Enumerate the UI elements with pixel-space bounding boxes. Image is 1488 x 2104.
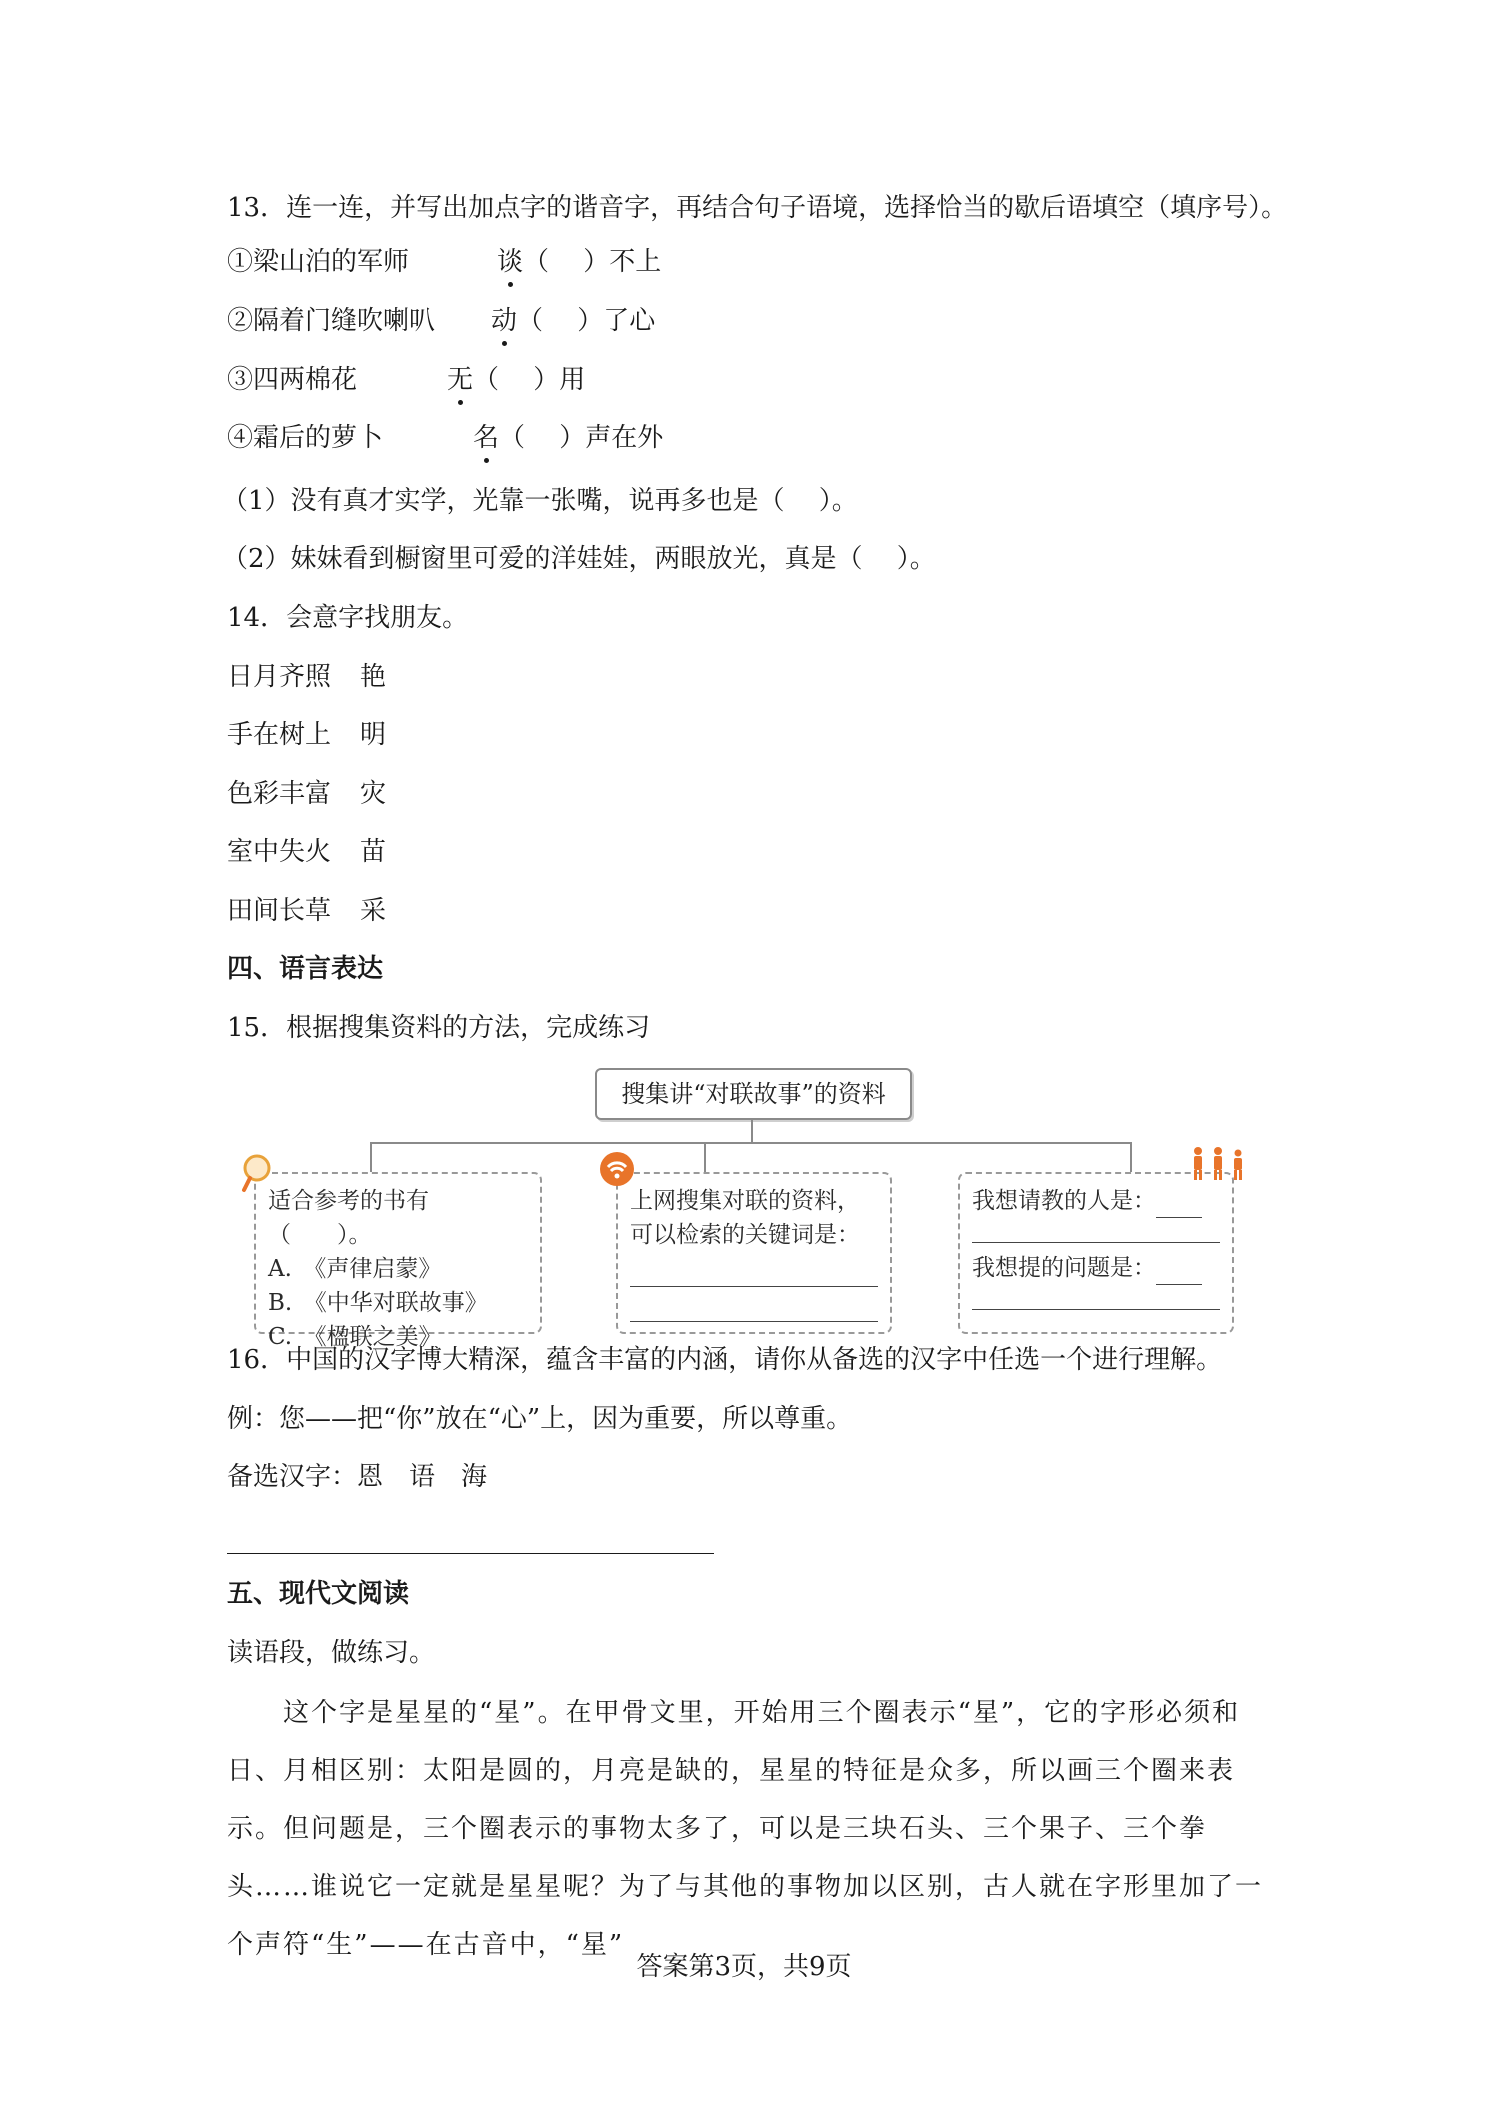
q16-example: 例：您——把“你”放在“心”上，因为重要，所以尊重。 bbox=[227, 1404, 853, 1434]
wifi-icon bbox=[598, 1150, 636, 1188]
ask-question-row bbox=[972, 1251, 1220, 1285]
q13-left-item-4: ④霜后的萝卜 bbox=[227, 423, 384, 453]
ask-question-label: 我想提的问题是： bbox=[972, 1255, 1156, 1281]
book-option-a[interactable]: A. 《声律启蒙》 bbox=[268, 1256, 442, 1282]
right-item-text: （ ）用 bbox=[473, 365, 586, 395]
internet-box bbox=[616, 1172, 892, 1334]
connector-line bbox=[751, 1118, 753, 1142]
diagram-title-box: 搜集讲“对联故事”的资料 bbox=[595, 1068, 912, 1120]
q14-char-2[interactable]: 明 bbox=[360, 720, 387, 750]
q16-choices: 备选汉字：恩 语 海 bbox=[227, 1462, 488, 1492]
reading-passage: 这个字是星星的“星”。在甲骨文里，开始用三个圈表示“星”，它的字形必须和日、月相区别：太阳是圆的，月亮是缺的，星星的特征是众多，所以画三个圈来表示。但问题是，三个圈表示的事物太多了，可以是三块石头、三个果子、三个拳头……谁说它一定就是星星呢？为了与其他的事物加以区别，古人就在字形里加了一个声符“生”——在古音中，“星” bbox=[227, 1698, 1264, 1960]
q14-phrase-4: 室中失火 bbox=[227, 837, 332, 867]
right-item-text: （ ）了心 bbox=[517, 306, 656, 336]
reading-instruction: 读语段，做练习。 bbox=[227, 1638, 436, 1668]
people-icon bbox=[1188, 1144, 1248, 1184]
right-item-text: （ ）不上 bbox=[523, 247, 662, 277]
section-heading-4: 四、语言表达 bbox=[227, 954, 384, 984]
book-option-c[interactable]: C. 《楹联之美》 bbox=[268, 1324, 442, 1350]
book-option-b[interactable]: B. 《中华对联故事》 bbox=[268, 1290, 488, 1316]
q13-sub1: （1）没有真才实学，光靠一张嘴，说再多也是（ ）。 bbox=[222, 486, 858, 516]
answer-line[interactable] bbox=[227, 1553, 714, 1554]
q13-left-item-3: ③四两棉花 bbox=[227, 365, 358, 395]
dotted-char: 谈 bbox=[497, 247, 524, 277]
ask-person-label: 我想请教的人是： bbox=[972, 1188, 1156, 1214]
connector-line bbox=[704, 1142, 706, 1172]
q14-phrase-1: 日月齐照 bbox=[227, 662, 332, 692]
q13-sub2: （2）妹妹看到橱窗里可爱的洋娃娃，两眼放光，真是（ ）。 bbox=[222, 544, 936, 574]
connector-line bbox=[370, 1142, 1132, 1144]
q14-phrase-5: 田间长草 bbox=[227, 896, 332, 926]
q14-title: 14．会意字找朋友。 bbox=[227, 603, 469, 633]
q14-char-3[interactable]: 灾 bbox=[360, 779, 387, 809]
connector-line bbox=[1130, 1142, 1132, 1172]
question-blank-2[interactable] bbox=[972, 1289, 1220, 1310]
question-blank[interactable] bbox=[1156, 1258, 1202, 1285]
person-blank[interactable] bbox=[1156, 1191, 1202, 1218]
dotted-char: 动 bbox=[491, 306, 518, 336]
internet-line-2: 可以检索的关键词是： bbox=[630, 1222, 860, 1248]
dotted-char: 名 bbox=[473, 423, 500, 453]
q13-left-item-2: ②隔着门缝吹喇叭 bbox=[227, 306, 436, 336]
q15-title: 15．根据搜集资料的方法，完成练习 bbox=[227, 1013, 651, 1043]
page-footer: 答案第3页，共9页 bbox=[636, 1952, 852, 1982]
q13-right-item-4[interactable] bbox=[473, 421, 663, 455]
keyword-blank-2[interactable] bbox=[630, 1301, 878, 1322]
q13-right-item-3[interactable] bbox=[447, 363, 585, 397]
ask-person-row bbox=[972, 1184, 1220, 1218]
dotted-char: 无 bbox=[447, 365, 474, 395]
connector-line bbox=[370, 1142, 372, 1172]
q14-char-5[interactable]: 采 bbox=[360, 896, 387, 926]
q13-left-item-1: ①梁山泊的军师 bbox=[227, 247, 410, 277]
person-blank-2[interactable] bbox=[972, 1222, 1220, 1243]
q16-title: 16．中国的汉字博大精深，蕴含丰富的内涵，请你从备选的汉字中任选一个进行理解。 bbox=[227, 1345, 1223, 1375]
q14-char-4[interactable]: 苗 bbox=[360, 837, 387, 867]
books-question: 适合参考的书有（ ）。 bbox=[268, 1188, 429, 1248]
books-box bbox=[254, 1172, 542, 1350]
q13-right-item-2[interactable] bbox=[491, 304, 655, 338]
section-heading-5: 五、现代文阅读 bbox=[227, 1579, 410, 1609]
magnifier-icon bbox=[240, 1152, 276, 1196]
q14-char-1[interactable]: 艳 bbox=[360, 662, 387, 692]
q14-phrase-3: 色彩丰富 bbox=[227, 779, 332, 809]
q13-title: 13．连一连，并写出加点字的谐音字，再结合句子语境，选择恰当的歇后语填空（填序号）。 bbox=[227, 193, 1288, 223]
resource-diagram bbox=[240, 1062, 1250, 1350]
q13-right-item-1[interactable] bbox=[497, 245, 661, 279]
internet-line-1: 上网搜集对联的资料， bbox=[630, 1188, 860, 1214]
right-item-text: （ ）声在外 bbox=[499, 423, 664, 453]
q14-phrase-2: 手在树上 bbox=[227, 720, 332, 750]
ask-person-box bbox=[958, 1172, 1234, 1334]
keyword-blank-1[interactable] bbox=[630, 1266, 878, 1287]
